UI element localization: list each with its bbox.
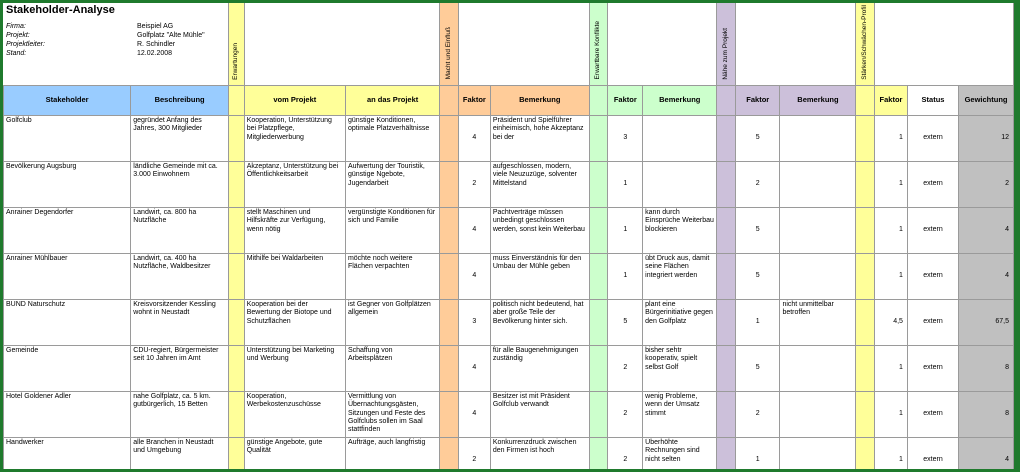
macht-faktor-cell[interactable]: 4 (458, 392, 490, 438)
vom-projekt-cell[interactable]: Kooperation bei der Bewertung der Biotope und Schutzflächen (244, 300, 345, 346)
konflikt-faktor-cell[interactable]: 1 (608, 162, 643, 208)
konflikt-faktor-cell[interactable]: 5 (608, 300, 643, 346)
naehe-faktor-cell[interactable]: 5 (736, 346, 780, 392)
spacer-cell[interactable] (856, 208, 875, 254)
konflikt-bemerkung-cell[interactable] (643, 162, 717, 208)
naehe-bemerkung-cell[interactable] (780, 392, 856, 438)
spacer-cell[interactable] (856, 346, 875, 392)
col-macht-bemerkung: Bemerkung (490, 86, 589, 116)
table-row (4, 208, 1014, 254)
group-konflikte: Erwartbare Konflikte (589, 3, 608, 86)
profil-faktor-cell[interactable]: 1 (875, 346, 908, 392)
an-das-projekt-cell[interactable]: ist Gegner von Golfplätzen allgemein (345, 300, 439, 346)
naehe-faktor-cell[interactable]: 5 (736, 116, 780, 162)
gewichtung-cell[interactable]: 4 (959, 438, 1014, 469)
beschreibung-cell[interactable]: Kreisvorsitzender Kessling wohnt in Neustadt (131, 300, 229, 346)
table-row (4, 438, 1014, 469)
spacer-cell[interactable] (717, 116, 736, 162)
spreadsheet (3, 3, 1014, 469)
col-konflikt-faktor: Faktor (608, 86, 643, 116)
spacer-cell[interactable] (717, 254, 736, 300)
naehe-bemerkung-cell[interactable] (780, 346, 856, 392)
status-cell[interactable]: extern (907, 162, 958, 208)
group-erwartungen: Erwartungen (228, 3, 244, 86)
konflikt-faktor-cell[interactable]: 2 (608, 346, 643, 392)
gewichtung-cell[interactable]: 67,5 (959, 300, 1014, 346)
stakeholder-cell[interactable]: Anrainer Mühlbauer (4, 254, 131, 300)
vom-projekt-cell[interactable]: Unterstützung bei Marketing und Werbung (244, 346, 345, 392)
beschreibung-cell[interactable]: alle Branchen in Neustadt und Umgebung (131, 438, 229, 469)
vom-projekt-cell[interactable]: stellt Maschinen und Hilfskräfte zur Verfügung, wenn nötig (244, 208, 345, 254)
naehe-bemerkung-cell[interactable] (780, 208, 856, 254)
col-macht-faktor: Faktor (458, 86, 490, 116)
col-beschreibung: Beschreibung (131, 86, 229, 116)
an-das-projekt-cell[interactable]: Schaffung von Arbeitsplätzen (345, 346, 439, 392)
spacer-cell[interactable] (856, 300, 875, 346)
beschreibung-cell[interactable]: Landwirt, ca. 800 ha Nutzfläche (131, 208, 229, 254)
group-profil: Stärken/Schwächen-Profil (856, 3, 875, 86)
macht-bemerkung-cell[interactable]: Konkurrenzdruck zwischen den Firmen ist hoch (490, 438, 589, 469)
macht-bemerkung-cell[interactable]: muss Einverständnis für den Umbau der Mühle geben (490, 254, 589, 300)
meta-value-projekt: Golfplatz "Alte Mühle" (137, 32, 205, 39)
meta-value-firma: Beispiel AG (137, 23, 174, 30)
macht-faktor-cell[interactable]: 4 (458, 346, 490, 392)
spacer-cell[interactable] (228, 208, 244, 254)
profil-faktor-cell[interactable]: 1 (875, 392, 908, 438)
table-row (4, 254, 1014, 300)
col-an-das-projekt: an das Projekt (345, 86, 439, 116)
meta-label-firma: Firma: (6, 23, 26, 30)
spacer-cell[interactable] (856, 254, 875, 300)
konflikt-bemerkung-cell[interactable]: übt Druck aus, damit seine Flächen integriert werden (643, 254, 717, 300)
beschreibung-cell[interactable]: nahe Golfplatz, ca. 5 km. gutbürgerlich, 15 Betten (131, 392, 229, 438)
spacer-cell[interactable] (589, 162, 608, 208)
spacer-cell[interactable] (856, 392, 875, 438)
profil-faktor-cell[interactable]: 1 (875, 438, 908, 469)
table-row (4, 162, 1014, 208)
beschreibung-cell[interactable]: Landwirt, ca. 400 ha Nutzfläche, Waldbesitzer (131, 254, 229, 300)
gewichtung-cell[interactable]: 12 (959, 116, 1014, 162)
macht-faktor-cell[interactable]: 4 (458, 254, 490, 300)
macht-faktor-cell[interactable]: 2 (458, 162, 490, 208)
gewichtung-cell[interactable]: 4 (959, 208, 1014, 254)
col-vom-projekt: vom Projekt (244, 86, 345, 116)
vom-projekt-cell[interactable]: Kooperation, Unterstützung bei Platzpflege, Mitgliederwerbung (244, 116, 345, 162)
spacer-cell[interactable] (440, 254, 459, 300)
spacer-cell[interactable] (228, 254, 244, 300)
gewichtung-cell[interactable]: 8 (959, 392, 1014, 438)
macht-bemerkung-cell[interactable]: für alle Baugenehmigungen zuständig (490, 346, 589, 392)
gewichtung-cell[interactable]: 2 (959, 162, 1014, 208)
spacer-cell[interactable] (228, 438, 244, 469)
page-title: Stakeholder-Analyse (6, 4, 115, 16)
stakeholder-cell[interactable]: Anrainer Degendorfer (4, 208, 131, 254)
spacer-cell[interactable] (589, 392, 608, 438)
col-profil-faktor: Faktor (875, 86, 908, 116)
spacer-cell[interactable] (856, 438, 875, 469)
konflikt-bemerkung-cell[interactable]: Überhöhte Rechnungen sind nicht selten (643, 438, 717, 469)
spacer-cell[interactable] (228, 162, 244, 208)
spacer-cell[interactable] (717, 346, 736, 392)
col-naehe-bemerkung: Bemerkung (780, 86, 856, 116)
naehe-faktor-cell[interactable]: 2 (736, 162, 780, 208)
naehe-bemerkung-cell[interactable] (780, 438, 856, 469)
spacer-cell[interactable] (589, 300, 608, 346)
spacer-cell[interactable] (440, 162, 459, 208)
group-macht: Macht und Einfluß (440, 3, 459, 86)
vom-projekt-cell[interactable]: Mithilfe bei Waldarbeiten (244, 254, 345, 300)
macht-faktor-cell[interactable]: 4 (458, 208, 490, 254)
naehe-faktor-cell[interactable]: 5 (736, 254, 780, 300)
spacer-cell[interactable] (228, 116, 244, 162)
spacer-cell[interactable] (589, 346, 608, 392)
naehe-bemerkung-cell[interactable]: nicht unmittelbar betroffen (780, 300, 856, 346)
spacer-cell[interactable] (717, 438, 736, 469)
konflikt-bemerkung-cell[interactable] (643, 116, 717, 162)
an-das-projekt-cell[interactable]: Vermittlung von Übernachtungsgästen, Sitzungen und Feste des Golfclubs sollen im Saal stattfinden (345, 392, 439, 438)
an-das-projekt-cell[interactable]: günstige Konditionen, optimale Platzverhältnisse (345, 116, 439, 162)
meta-value-stand: 12.02.2008 (137, 50, 173, 57)
vom-projekt-cell[interactable]: Kooperation, Werbekostenzuschüsse (244, 392, 345, 438)
status-cell[interactable]: extern (907, 346, 958, 392)
konflikt-faktor-cell[interactable]: 2 (608, 438, 643, 469)
table-row (4, 300, 1014, 346)
konflikt-bemerkung-cell[interactable]: bisher sehtr kooperativ, spielt selbst Golf (643, 346, 717, 392)
konflikt-faktor-cell[interactable]: 1 (608, 208, 643, 254)
vom-projekt-cell[interactable]: günstige Angebote, gute Qualität (244, 438, 345, 469)
macht-faktor-cell[interactable]: 3 (458, 300, 490, 346)
spacer-cell[interactable] (589, 438, 608, 469)
spacer-cell[interactable] (589, 254, 608, 300)
naehe-faktor-cell[interactable]: 1 (736, 300, 780, 346)
profil-faktor-cell[interactable]: 4,5 (875, 300, 908, 346)
stakeholder-cell[interactable]: Golfclub (4, 116, 131, 162)
table-body (4, 116, 1014, 469)
col-gewichtung: Gewichtung (959, 86, 1014, 116)
profil-faktor-cell[interactable]: 1 (875, 208, 908, 254)
naehe-faktor-cell[interactable]: 2 (736, 392, 780, 438)
status-cell[interactable]: extern (907, 116, 958, 162)
macht-bemerkung-cell[interactable]: aufgeschlossen, modern, viele Neuzuzüge, solventer Mittelstand (490, 162, 589, 208)
konflikt-bemerkung-cell[interactable]: kann durch Einsprüche Weiterbau blockieren (643, 208, 717, 254)
col-naehe-faktor: Faktor (736, 86, 780, 116)
konflikt-bemerkung-cell[interactable]: wenig Probleme, wenn der Umsatz stimmt (643, 392, 717, 438)
meta-label-stand: Stand: (6, 50, 27, 57)
status-cell[interactable]: extern (907, 300, 958, 346)
naehe-faktor-cell[interactable]: 5 (736, 208, 780, 254)
col-stakeholder: Stakeholder (4, 86, 131, 116)
vom-projekt-cell[interactable]: Akzeptanz, Unterstützung bei Öffentlichkeitsarbeit (244, 162, 345, 208)
konflikt-bemerkung-cell[interactable]: plant eine Bürgerinitiative gegen den Golfplatz (643, 300, 717, 346)
macht-bemerkung-cell[interactable]: Präsident und Spielführer einheimisch, hohe Akzeptanz bei der (490, 116, 589, 162)
status-cell[interactable]: extern (907, 254, 958, 300)
group-naehe: Nähe zum Projekt (717, 3, 736, 86)
macht-bemerkung-cell[interactable]: politisch nicht bedeutend, hat aber große Teile der Bevölkerung hinter sich. (490, 300, 589, 346)
spacer-cell[interactable] (440, 116, 459, 162)
macht-bemerkung-cell[interactable]: Besitzer ist mit Präsident Golfclub verwandt (490, 392, 589, 438)
meta-label-projekt: Projekt: (6, 32, 30, 39)
profil-faktor-cell[interactable]: 1 (875, 116, 908, 162)
table-row (4, 392, 1014, 438)
spacer-cell[interactable] (440, 300, 459, 346)
spacer-cell[interactable] (717, 300, 736, 346)
an-das-projekt-cell[interactable]: Aufträge, auch langfristig (345, 438, 439, 469)
status-cell[interactable]: extern (907, 438, 958, 469)
stakeholder-cell[interactable]: Bevölkerung Augsburg (4, 162, 131, 208)
spacer-cell[interactable] (717, 208, 736, 254)
naehe-bemerkung-cell[interactable] (780, 116, 856, 162)
stakeholder-cell[interactable]: Hotel Goldener Adler (4, 392, 131, 438)
spacer-cell[interactable] (717, 162, 736, 208)
status-cell[interactable]: extern (907, 392, 958, 438)
profil-faktor-cell[interactable]: 1 (875, 162, 908, 208)
meta-value-projektleiter: R. Schindler (137, 41, 176, 48)
stakeholder-cell[interactable]: BUND Naturschutz (4, 300, 131, 346)
spacer-cell[interactable] (440, 346, 459, 392)
table-row (4, 116, 1014, 162)
spacer-cell[interactable] (228, 346, 244, 392)
col-konflikt-bemerkung: Bemerkung (643, 86, 717, 116)
spacer-cell[interactable] (589, 116, 608, 162)
naehe-bemerkung-cell[interactable] (780, 162, 856, 208)
spacer-cell[interactable] (856, 116, 875, 162)
stakeholder-table (3, 3, 1014, 469)
spacer-cell[interactable] (228, 392, 244, 438)
spacer-cell[interactable] (589, 208, 608, 254)
status-cell[interactable]: extern (907, 208, 958, 254)
profil-faktor-cell[interactable]: 1 (875, 254, 908, 300)
stakeholder-cell[interactable]: Handwerker (4, 438, 131, 469)
an-das-projekt-cell[interactable]: möchte noch weitere Flächen verpachten (345, 254, 439, 300)
konflikt-faktor-cell[interactable]: 3 (608, 116, 643, 162)
col-status: Status (907, 86, 958, 116)
konflikt-faktor-cell[interactable]: 1 (608, 254, 643, 300)
naehe-bemerkung-cell[interactable] (780, 254, 856, 300)
an-das-projekt-cell[interactable]: vergünstigte Konditionen für sich und Familie (345, 208, 439, 254)
konflikt-faktor-cell[interactable]: 2 (608, 392, 643, 438)
macht-faktor-cell[interactable]: 4 (458, 116, 490, 162)
spacer-cell[interactable] (717, 392, 736, 438)
macht-faktor-cell[interactable]: 2 (458, 438, 490, 469)
beschreibung-cell[interactable]: ländliche Gemeinde mit ca. 3.000 Einwohnern (131, 162, 229, 208)
stakeholder-cell[interactable]: Gemeinde (4, 346, 131, 392)
meta-label-projektleiter: Projektleiter: (6, 41, 45, 48)
naehe-faktor-cell[interactable]: 1 (736, 438, 780, 469)
beschreibung-cell[interactable]: CDU-regiert, Bürgermeister seit 10 Jahren im Amt (131, 346, 229, 392)
an-das-projekt-cell[interactable]: Aufwertung der Touristik, günstige Ngebote, Jugendarbeit (345, 162, 439, 208)
gewichtung-cell[interactable]: 4 (959, 254, 1014, 300)
gewichtung-cell[interactable]: 8 (959, 346, 1014, 392)
spacer-cell[interactable] (856, 162, 875, 208)
macht-bemerkung-cell[interactable]: Pachtverträge müssen unbedingt geschlossen werden, sonst kein Weiterbau (490, 208, 589, 254)
spacer-cell[interactable] (440, 438, 459, 469)
beschreibung-cell[interactable]: gegründet Anfang des Jahres, 300 Mitglieder (131, 116, 229, 162)
table-row (4, 346, 1014, 392)
spacer-cell[interactable] (440, 392, 459, 438)
spacer-cell[interactable] (440, 208, 459, 254)
spacer-cell[interactable] (228, 300, 244, 346)
